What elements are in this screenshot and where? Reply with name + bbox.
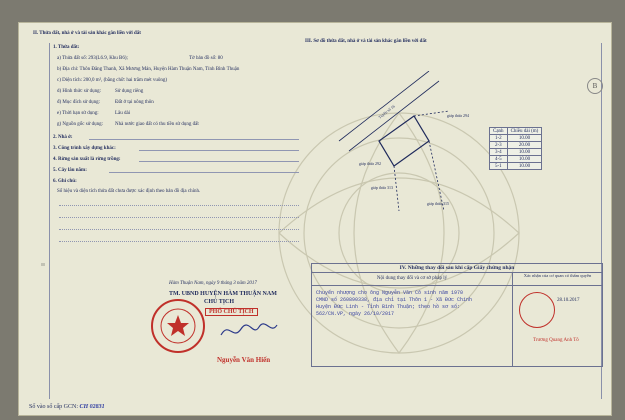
usage-purpose-value: Đất ở tại nông thôn xyxy=(115,100,154,105)
table-cell: 1-2 xyxy=(490,135,508,142)
table-row xyxy=(490,142,542,149)
table-cell: 10.00 xyxy=(507,163,542,170)
forest-line xyxy=(139,161,299,162)
signature xyxy=(219,319,279,347)
house-line xyxy=(89,139,299,140)
entry-line-2: CMND số 260890338, địa chỉ tại Thôn 1 - Xã Đức Chính xyxy=(316,297,473,303)
changes-entry-box xyxy=(311,285,513,367)
confirm-box xyxy=(512,285,603,367)
vice-chair-stamp: PHÓ CHỦ TỊCH xyxy=(205,308,258,316)
usage-form-value: Sử dụng riêng xyxy=(115,89,144,94)
gcn-number-row xyxy=(29,404,105,410)
table-cell: 4-5 xyxy=(490,156,508,163)
table-cell: 20.00 xyxy=(507,142,542,149)
changes-col-content: Nội dung thay đổi và cơ sở pháp lý xyxy=(311,272,513,286)
table-cell: 10.00 xyxy=(507,149,542,156)
forest-header: 4. Rừng sản xuất là rừng trồng: xyxy=(53,157,121,162)
usage-form-label: d) Hình thức sử dụng: xyxy=(57,89,102,94)
house-header: 2. Nhà ở: xyxy=(53,135,73,140)
north-arrow-icon: B xyxy=(587,78,603,94)
entry-line-1: Chuyển nhượng cho ông Nguyễn Văn Cô sinh năm 1970 xyxy=(316,290,464,296)
side-note: ||| xyxy=(41,263,46,267)
edge-length-table xyxy=(489,127,542,170)
section-iii-title: III. Sơ đồ thửa đất, nhà ở và tài sản khác gắn liền với đất xyxy=(305,39,427,44)
construction-header: 3. Công trình xây dựng khác: xyxy=(53,146,116,151)
perennial-line xyxy=(109,172,299,173)
table-row xyxy=(490,149,542,156)
usage-purpose-label: đ) Mục đích sử dụng: xyxy=(57,100,100,105)
table-cell: 10.00 xyxy=(507,135,542,142)
table-cell: 5-1 xyxy=(490,163,508,170)
parcel-number: a) Thửa đất số: 293(L6.9, Khu B6); xyxy=(57,56,128,61)
neighbor-294: giáp thửa 294 xyxy=(447,113,469,118)
office-seal-stamp xyxy=(519,292,555,328)
origin-label: g) Nguồn gốc sử dụng: xyxy=(57,122,104,127)
entry-line-4: 562/CN.VP, ngày 26/10/2017 xyxy=(316,311,395,317)
signer-role: CHỦ TỊCH xyxy=(204,299,235,305)
dotted-line-3 xyxy=(59,229,299,230)
signer-name: Nguyễn Văn Hiến xyxy=(217,356,271,364)
signer-org: TM. UBND HUYỆN HÀM THUẬN NAM xyxy=(169,291,277,297)
section-ii-title: II. Thửa đất, nhà ở và tài sản khác gắn liền với đất xyxy=(33,31,141,36)
table-cell: 2-3 xyxy=(490,142,508,149)
notes-header: 6. Ghi chú: xyxy=(53,179,77,184)
road-label: Tuyến số 16 xyxy=(377,103,396,120)
construction-line xyxy=(139,150,299,151)
area: c) Diện tích: 200,0 m², (bằng chữ: hai trăm mét vuông) xyxy=(57,78,168,83)
issue-date: Hàm Thuận Nam, ngày 9 tháng 3 năm 2017 xyxy=(169,281,257,286)
usage-term-label: e) Thời hạn sử dụng: xyxy=(57,111,99,116)
table-row xyxy=(490,163,542,170)
table-cell: 10.00 xyxy=(507,156,542,163)
parcel-sketch xyxy=(319,71,489,221)
table-header-length: Chiều dài (m) xyxy=(507,128,542,135)
confirm-name: Trương Quang Anh Tô xyxy=(533,338,579,343)
address: b) Địa chỉ: Thôn Đăng Thanh, Xã Mương Mán, Huyện Hàm Thuận Nam, Tỉnh Bình Thuận xyxy=(57,67,240,72)
neighbor-292: giáp thửa 292 xyxy=(359,161,381,166)
entry-line-3: Huyện Đức Linh - Tỉnh Bình Thuận; theo hồ sơ số: xyxy=(316,304,461,310)
table-header-row xyxy=(490,128,542,135)
changes-col-confirm: Xác nhận của cơ quan có thẩm quyền xyxy=(512,272,603,286)
note-text: Số hiệu và diện tích thửa đất chưa được xác định theo bản đồ địa chính. xyxy=(57,189,201,194)
table-header-edge: Cạnh xyxy=(490,128,508,135)
changes-title: IV. Những thay đổi sau khi cấp Giấy chứng nhận xyxy=(311,263,603,273)
gcn-value: CH 02831 xyxy=(79,404,105,410)
confirm-date: 28.10.2017 xyxy=(557,298,580,303)
dotted-line-2 xyxy=(59,217,299,218)
perennial-header: 5. Cây lâu năm: xyxy=(53,168,87,173)
origin-value: Nhà nước giao đất có thu tiền sử dụng đất xyxy=(115,122,199,127)
table-row xyxy=(490,156,542,163)
neighbor-313: giáp thửa 313 xyxy=(371,185,393,190)
land-header: 1. Thửa đất: xyxy=(53,45,80,50)
red-seal-stamp xyxy=(151,299,205,353)
map-sheet-number: Tờ bản đồ số: 80 xyxy=(189,56,223,61)
neighbor-315: giáp thửa 315 xyxy=(427,201,449,206)
changes-section xyxy=(311,263,601,367)
certificate-sheet xyxy=(18,22,612,416)
table-row xyxy=(490,135,542,142)
seal-emblem-icon xyxy=(153,301,203,351)
usage-term-value: Lâu dài xyxy=(115,111,131,116)
dotted-line-4 xyxy=(59,241,299,242)
dotted-line-1 xyxy=(59,205,299,206)
table-cell: 3-4 xyxy=(490,149,508,156)
gcn-label: Số vào sổ cấp GCN: xyxy=(29,404,78,410)
